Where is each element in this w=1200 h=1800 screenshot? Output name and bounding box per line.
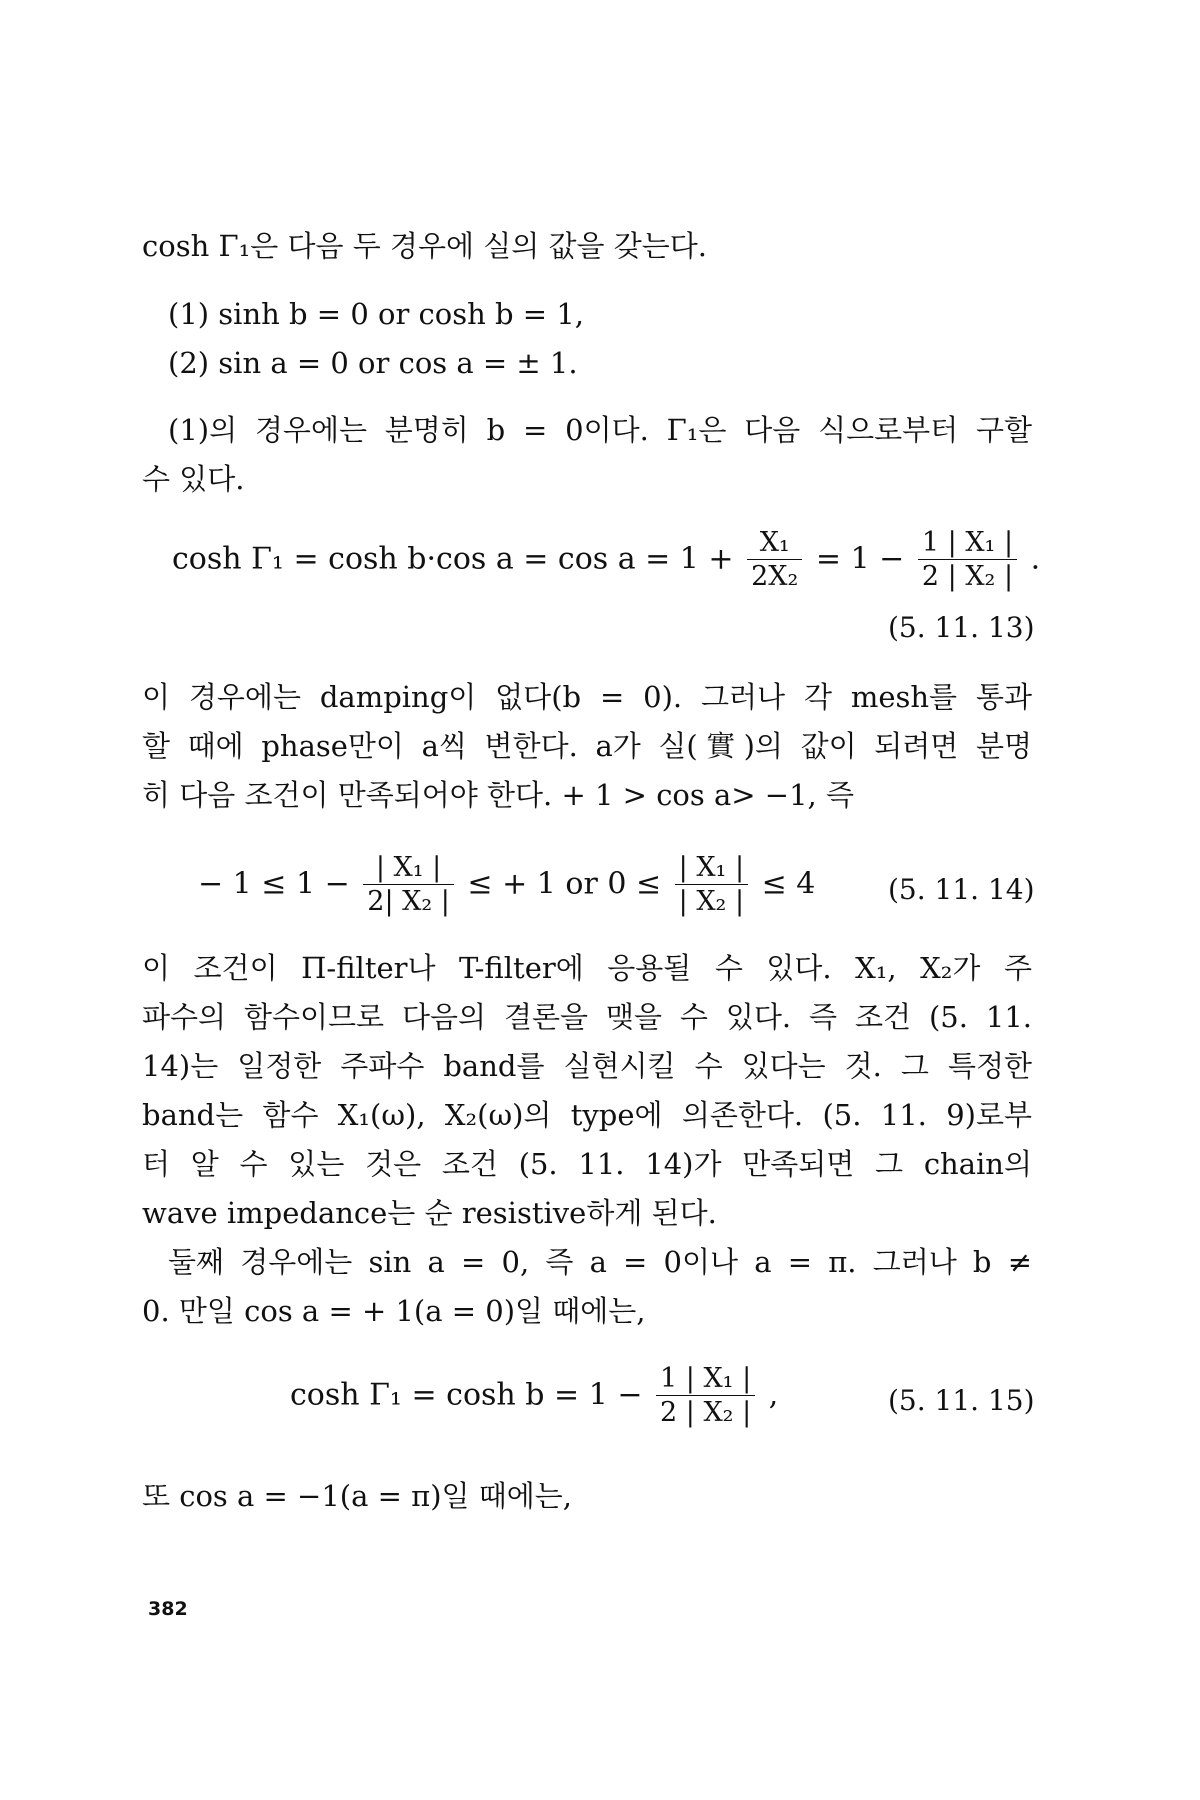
- case-1: (1) sinh b = 0 or cosh b = 1,: [168, 297, 584, 331]
- equation-end: .: [1030, 541, 1041, 577]
- equation-5-11-15: [290, 1363, 778, 1430]
- paragraph-filter-line: 파수의 함수이므로 다음의 결론을 맺을 수 있다. 즉 조건 (5. 11.: [142, 1000, 1032, 1034]
- case-2: (2) sin a = 0 or cos a = ± 1.: [168, 346, 578, 380]
- equation-number: (5. 11. 15): [888, 1384, 1035, 1417]
- paragraph-case1-line: (1)의 경우에는 분명히 b = 0이다. Γ₁은 다음 식으로부터 구할: [168, 413, 1032, 447]
- paragraph-case2-line: 둘째 경우에는 sin a = 0, 즉 a = 0이나 a = π. 그러나 b ≠: [168, 1245, 1032, 1279]
- equation-5-11-14: [198, 852, 815, 919]
- fraction-denominator: 2X₂: [751, 561, 799, 592]
- fraction: [363, 852, 454, 919]
- paragraph-phase-line: 히 다음 조건이 만족되어야 한다. + 1 > cos a> −1, 즉: [142, 778, 855, 812]
- paragraph-filter-line: 터 알 수 있는 것은 조건 (5. 11. 14)가 만족되면 그 chain의: [142, 1147, 1032, 1181]
- fraction: [918, 527, 1017, 594]
- paragraph-intro: cosh Γ₁은 다음 두 경우에 실의 값을 갖는다.: [142, 229, 707, 263]
- paragraph-phase-line: 이 경우에는 damping이 없다(b = 0). 그러나 각 mesh를 통과: [142, 680, 1032, 714]
- fraction-numerator: | X₁ |: [675, 852, 748, 885]
- fraction: [675, 852, 748, 919]
- fraction-denominator: | X₂ |: [678, 886, 745, 917]
- paragraph-filter-line: band는 함수 X₁(ω), X₂(ω)의 type에 의존한다. (5. 11. 9)로부: [142, 1098, 1032, 1132]
- paragraph-phase-line: 할 때에 phase만이 a씩 변한다. a가 실(實)의 값이 되려면 분명: [142, 729, 1032, 763]
- page-number: 382: [148, 1598, 188, 1620]
- fraction-numerator: X₁: [747, 527, 802, 560]
- equation-middle: = 1 −: [815, 541, 905, 577]
- fraction-numerator: | X₁ |: [363, 852, 454, 885]
- paragraph-case1-line: 수 있다.: [142, 462, 245, 496]
- equation-number: (5. 11. 14): [888, 873, 1035, 906]
- paragraph-filter-line: 14)는 일정한 주파수 band를 실현시킬 수 있다는 것. 그 특정한: [142, 1049, 1032, 1083]
- paragraph-case2-line: 0. 만일 cos a = + 1(a = 0)일 때에는,: [142, 1294, 646, 1328]
- fraction-denominator: 2 | X₂ |: [660, 1397, 752, 1428]
- paragraph-filter-line: 이 조건이 Π-filter나 T-filter에 응용될 수 있다. X₁, X₂가 주: [142, 951, 1032, 985]
- fraction-numerator: 1 | X₁ |: [656, 1363, 755, 1396]
- paragraph-filter-line: wave impedance는 순 resistive하게 된다.: [142, 1196, 717, 1230]
- equation-end: ,: [768, 1377, 779, 1413]
- fraction: [747, 527, 802, 594]
- inequality-left: − 1 ≤ 1 −: [198, 866, 350, 902]
- fraction-denominator: 2 | X₂ |: [921, 561, 1014, 592]
- equation-number: (5. 11. 13): [888, 611, 1035, 644]
- fraction-denominator: 2| X₂ |: [367, 886, 450, 917]
- fraction: [656, 1363, 755, 1430]
- paragraph-cos-minus-one: 또 cos a = −1(a = π)일 때에는,: [142, 1479, 573, 1513]
- equation-5-11-13: [172, 527, 1040, 594]
- inequality-middle: ≤ + 1 or 0 ≤: [467, 866, 662, 902]
- inequality-right: ≤ 4: [761, 866, 816, 902]
- equation-lhs: cosh Γ₁ = cosh b = 1 −: [290, 1377, 643, 1413]
- fraction-numerator: 1 | X₁ |: [918, 527, 1017, 560]
- equation-lhs: cosh Γ₁ = cosh b·cos a = cos a = 1 +: [172, 541, 734, 577]
